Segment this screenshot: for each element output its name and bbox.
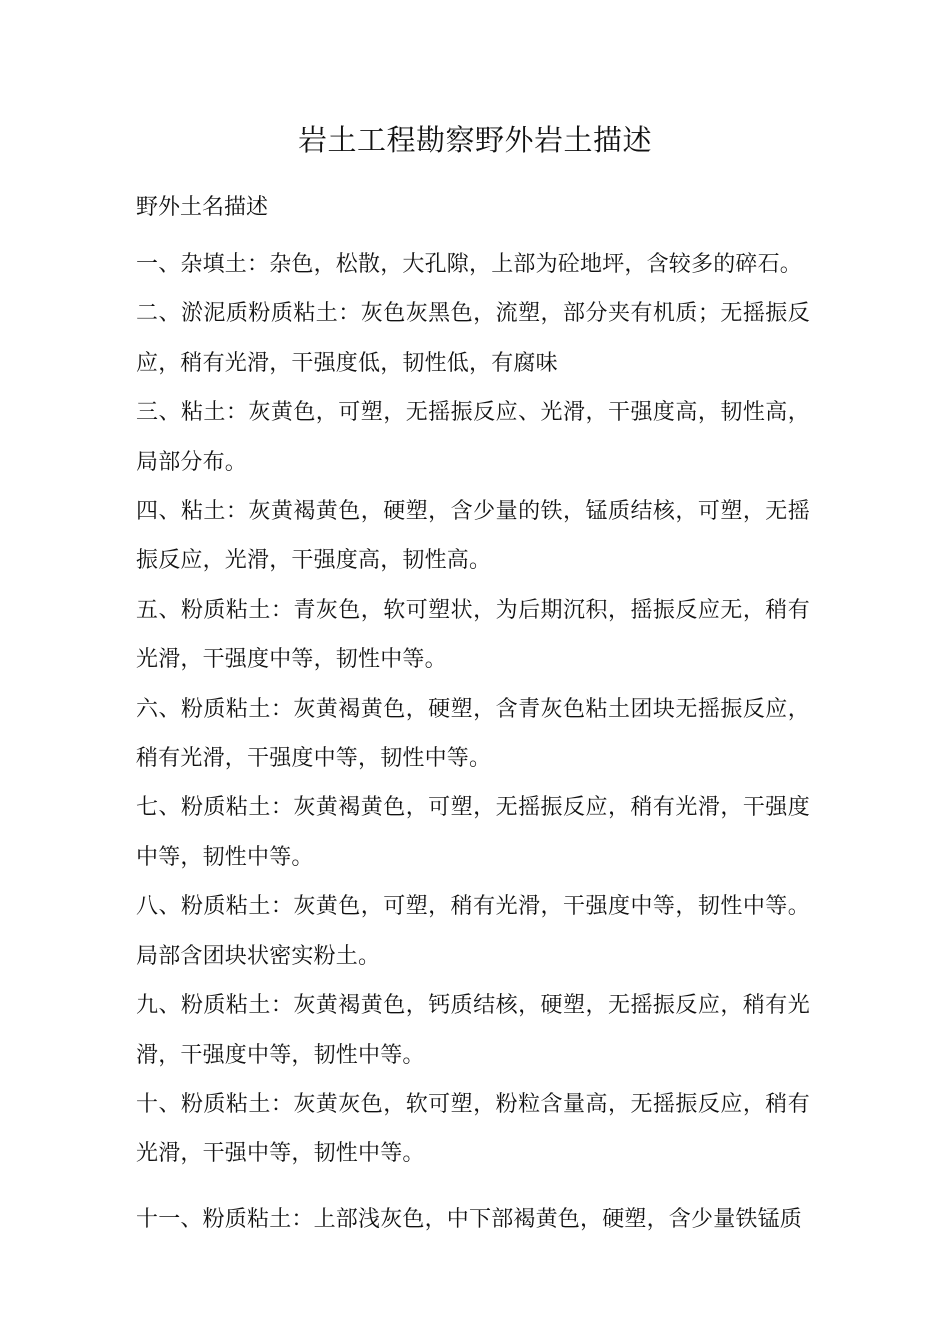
list-item: 十一、粉质粘土：上部浅灰色，中下部褐黄色，硬塑，含少量铁锰质 [136, 1206, 803, 1232]
section-heading: 野外土名描述 [136, 195, 269, 220]
list-item: 三、粘土：灰黄色，可塑，无摇振反应、光滑，干强度高，韧性高，局部分布。 [136, 400, 810, 475]
list-item: 四、粘土：灰黄褐黄色，硬塑，含少量的铁，锰质结核，可塑，无摇振反应，光滑，干强度高，韧性高。 [136, 499, 810, 574]
list-item: 八、粉质粘土：灰黄色，可塑，稍有光滑，干强度中等，韧性中等。局部含团块状密实粉土。 [136, 894, 810, 969]
list-item: 六、粉质粘土：灰黄褐黄色，硬塑，含青灰色粘土团块无摇振反应，稍有光滑，干强度中等，韧性中等。 [136, 696, 810, 772]
list-item: 二、淤泥质粉质粘土：灰色灰黑色，流塑，部分夹有机质；无摇振反应，稍有光滑，干强度低，韧性低，有腐味 [136, 301, 810, 376]
list-item: 九、粉质粘土：灰黄褐黄色，钙质结核，硬塑，无摇振反应，稍有光滑，干强度中等，韧性中等。 [136, 993, 810, 1068]
list-item: 五、粉质粘土：青灰色，软可塑状，为后期沉积，摇振反应无，稍有光滑，干强度中等，韧性中等。 [136, 597, 810, 673]
list-item: 一、杂填土：杂色，松散，大孔隙，上部为砼地坪，含较多的碎石。 [136, 252, 803, 277]
description-list [136, 240, 810, 1244]
list-item: 七、粉质粘土：灰黄褐黄色，可塑，无摇振反应，稍有光滑，干强度中等，韧性中等。 [136, 795, 810, 870]
list-item: 十、粉质粘土：灰黄灰色，软可塑，粉粒含量高，无摇振反应，稍有光滑，干强中等，韧性中等。 [136, 1091, 810, 1167]
document-title: 岩土工程勘察野外岩土描述 [297, 123, 652, 157]
